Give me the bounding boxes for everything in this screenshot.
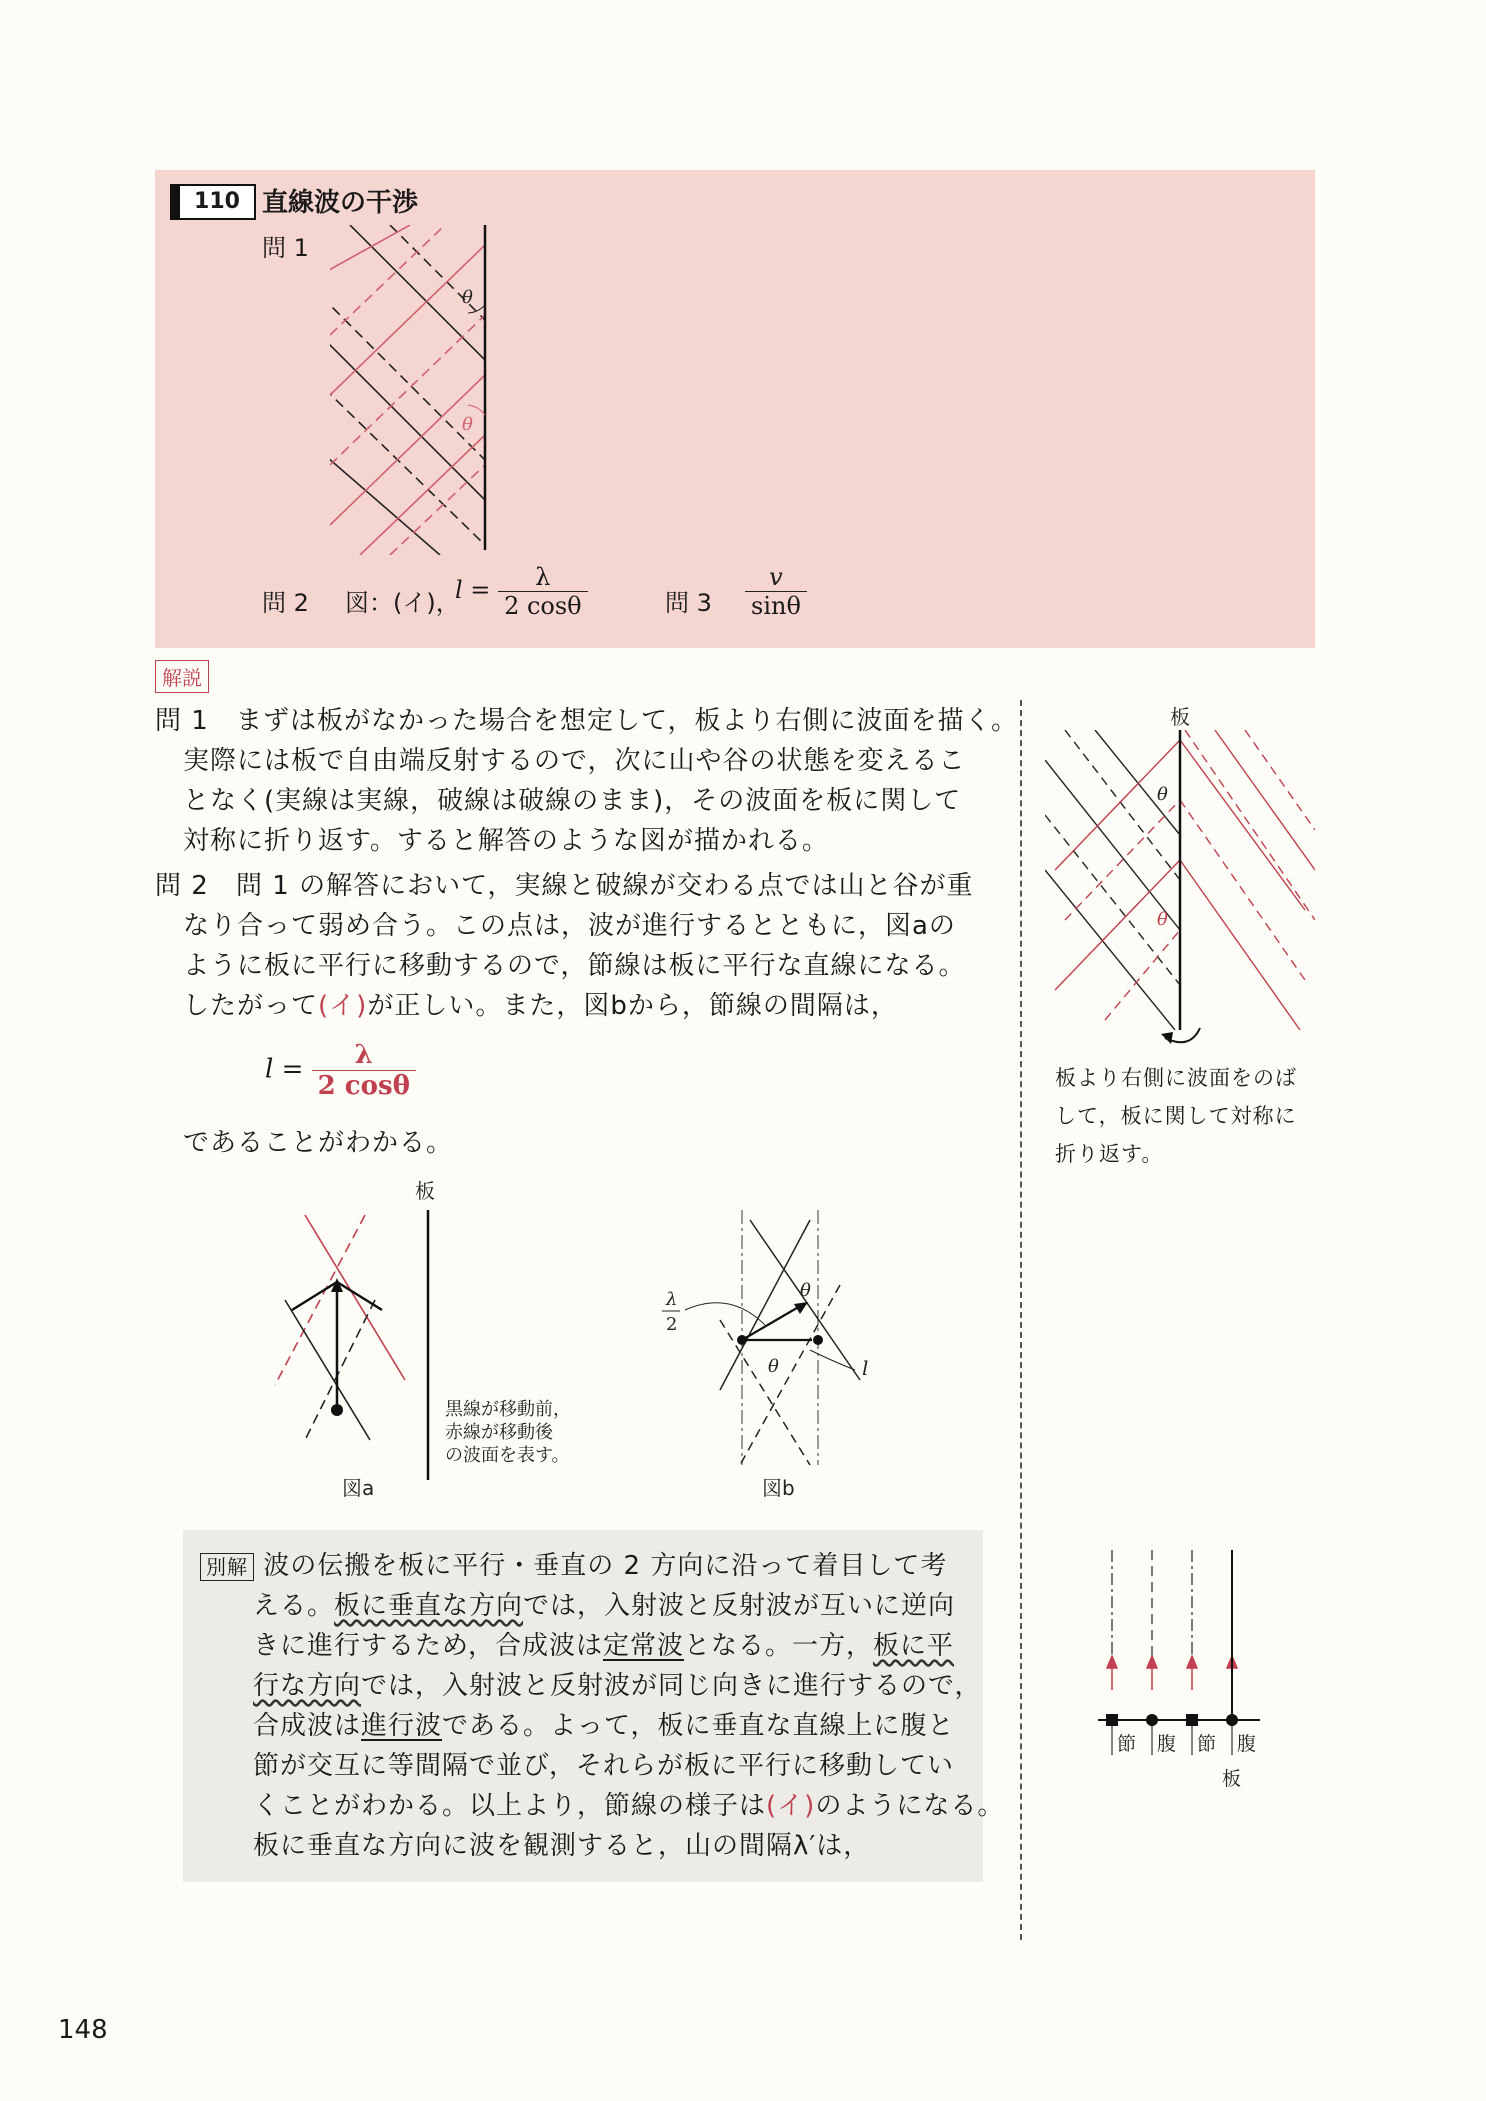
key-term: 定常波 (602, 1631, 684, 1661)
figure-a (250, 1170, 610, 1500)
problem-title: 直線波の干渉 (262, 188, 419, 218)
node-label: 節 (1117, 1733, 1137, 1755)
problem-number: 110 (170, 184, 256, 220)
explanation-q1-label: 問 1 (155, 706, 209, 736)
answer-q1-label: 問 1 (262, 234, 309, 262)
explanation-line: 実際には板で自由端反射するので，次に山や谷の状態を変えるこ (183, 746, 966, 776)
answer-q3-formula (745, 563, 807, 620)
key-phrase: 行な方向 (253, 1671, 362, 1701)
fraction-numerator: λ (312, 1040, 416, 1071)
alternative-solution-tag: 別解 (200, 1553, 254, 1581)
alternative-line: 行な方向では，入射波と反射波が同じ向きに進行するので， (253, 1671, 982, 1701)
theta-label: θ (462, 287, 473, 308)
lambda-numerator: λ (666, 1289, 678, 1310)
antinode-label: 腹 (1237, 1733, 1257, 1755)
kaisetsu-tag: 解説 (155, 660, 209, 693)
alternative-line: きに進行するため，合成波は定常波となる。一方，板に平 (253, 1631, 955, 1661)
key-term: 進行波 (361, 1711, 443, 1741)
answer-q2-text: 図：(イ)， (345, 589, 460, 617)
figure-note: の波面を表す。 (445, 1445, 570, 1466)
fraction-denominator: 2 cosθ (317, 1071, 410, 1101)
fraction-numerator: v (745, 563, 807, 592)
figure-note: 赤線が移動後 (445, 1422, 553, 1443)
explanation-line: まずは板がなかった場合を想定して，板より右側に波面を描く。 (236, 706, 1018, 736)
theta-label: θ (800, 1280, 811, 1301)
lambda-denominator: 2 (666, 1314, 678, 1335)
plate-label: 板 (1222, 1768, 1242, 1790)
explanation-line: となく(実線は実線，破線は破線のまま)，その波面を板に関して (183, 786, 962, 816)
answer-choice: (イ) (766, 1791, 816, 1821)
nodal-spacing-formula (265, 1040, 416, 1101)
fraction-denominator: sinθ (751, 592, 801, 620)
key-phrase: 板に平 (873, 1631, 955, 1661)
answer-choice: (イ) (318, 991, 368, 1021)
plate-label: 板 (415, 1179, 435, 1203)
answer-q2-formula (455, 563, 588, 620)
formula-lhs: l = (265, 1054, 304, 1085)
leader-line (810, 1350, 855, 1370)
side-figure-reflection (1045, 700, 1315, 1055)
antinode-label: 腹 (1157, 1733, 1177, 1755)
answer-box (155, 170, 1315, 648)
explanation-line: 問 1 の解答において，実線と破線が交わる点では山と谷が重 (236, 871, 974, 901)
alternative-line: くことがわかる。以上より，節線の様子は(イ)のようになる。 (253, 1791, 1005, 1821)
explanation-line: 対称に折り返す。すると解答のような図が描かれる。 (183, 826, 829, 856)
node-point (331, 1404, 343, 1416)
answer-q2-label: 問 2 (262, 589, 309, 617)
side-figure-nodes (1090, 1540, 1280, 1800)
leader-line (685, 1303, 765, 1325)
node-point (737, 1335, 747, 1345)
theta-label: θ (1157, 909, 1168, 930)
alternative-line: 別解 波の伝搬を板に平行・垂直の 2 方向に沿って着目して考 (200, 1545, 947, 1582)
node-marker (1186, 1714, 1198, 1726)
arrowhead (1161, 1032, 1173, 1044)
figure-caption: 図a (342, 1476, 375, 1500)
plate-label: 板 (1170, 705, 1190, 729)
column-divider (1020, 700, 1022, 1940)
explanation-line: したがって(イ)が正しい。また，図bから，節線の間隔は， (183, 991, 898, 1021)
side-note-line: して，板に関して対称に (1055, 1104, 1297, 1128)
figure-b (650, 1200, 890, 1500)
answer-q3-label: 問 3 (665, 589, 712, 617)
theta-label: θ (1157, 784, 1168, 805)
wave-vector-arrow (292, 1282, 337, 1310)
side-note-line: 板より右側に波面をのば (1055, 1066, 1297, 1090)
explanation-line: なり合って弱め合う。この点は，波が進行するとともに，図aの (183, 911, 956, 941)
alternative-line: 板に垂直な方向に波を観測すると，山の間隔λ′は， (253, 1831, 871, 1861)
side-note-line: 折り返す。 (1055, 1142, 1164, 1166)
theta-label: θ (768, 1356, 779, 1377)
fraction-denominator: 2 cosθ (504, 592, 582, 620)
explanation-line: ように板に平行に移動するので，節線は板に平行な直線になる。 (183, 951, 966, 981)
wave-vector-arrow (742, 1305, 802, 1340)
node-label: 節 (1197, 1733, 1217, 1755)
theta-label: θ (462, 414, 473, 435)
figure-caption: 図b (762, 1476, 795, 1500)
page-number: 148 (58, 2015, 108, 2045)
alternative-line: える。板に垂直な方向では，入射波と反射波が互いに逆向 (253, 1591, 956, 1621)
alternative-line: 合成波は進行波である。よって，板に垂直な直線上に腹と (253, 1711, 955, 1741)
node-point (813, 1335, 823, 1345)
fraction-numerator: λ (498, 563, 588, 592)
node-marker (1106, 1714, 1118, 1726)
wavefront-lines (330, 225, 485, 555)
figure-note: 黒線が移動前， (445, 1399, 571, 1420)
antinode-marker (1146, 1714, 1158, 1726)
q1-answer-figure (330, 225, 510, 555)
alternative-line: 節が交互に等間隔で並び，それらが板に平行に移動してい (253, 1751, 954, 1781)
l-label: l (862, 1356, 869, 1380)
explanation-q2-label: 問 2 (155, 871, 209, 901)
formula-lhs: l = (455, 576, 491, 604)
explanation-conclusion: であることがわかる。 (183, 1128, 454, 1158)
key-phrase: 板に垂直な方向 (334, 1591, 524, 1621)
